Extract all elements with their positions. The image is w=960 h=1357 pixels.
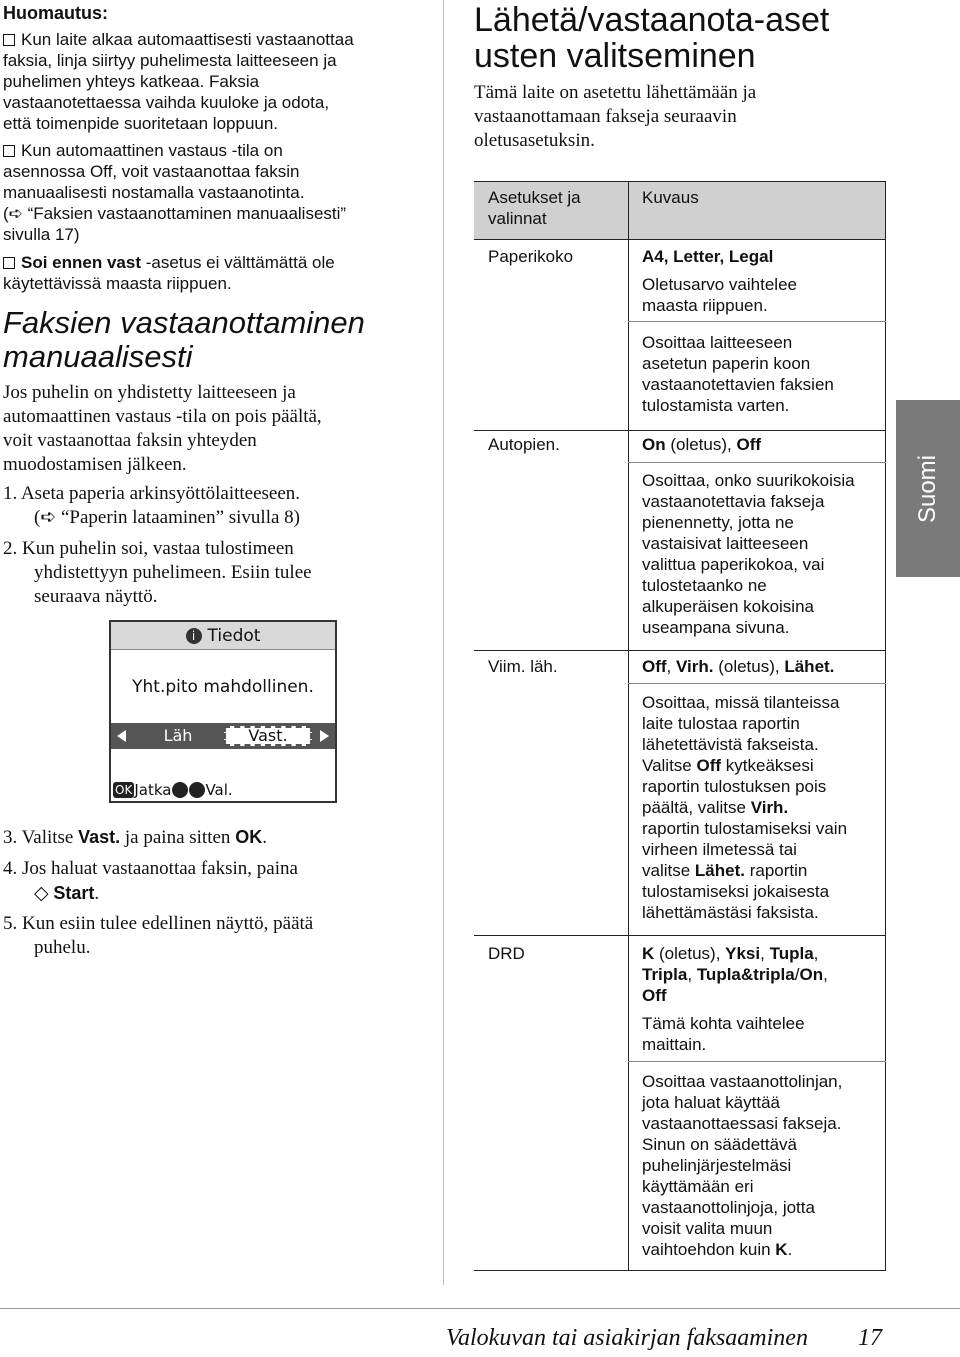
table-row-label-last-send: Viim. läh. [488,657,558,676]
cross-reference-link[interactable]: (➪ “Faksien vastaanottaminen manuaalisesti” [3,204,347,223]
table-row-note: Tämä kohta vaihtelee maittain. [642,1014,805,1054]
table-rule-bottom [474,1270,886,1271]
table-rule [474,430,886,431]
table-right-rule [885,181,886,1271]
step-4: 4. Jos haluat vastaanottaa faksin, paina ◇ Start. [3,858,298,904]
right-section-heading: Lähetä/vastaanota-aset usten valitseminen [474,1,830,75]
info-icon: i [186,628,202,644]
table-row-label-paper-size: Paperikoko [488,247,574,266]
table-row-values: On (oletus), Off [642,435,762,454]
table-row-values: A4, Letter, Legal [642,247,774,266]
table-subrule [628,462,886,463]
footer-title: Valokuvan tai asiakirjan faksaaminen [446,1325,808,1351]
checkbox-bullet-icon [3,145,15,157]
table-row-description: Osoittaa, onko suurikokoisia vastaanotettavia fakseja pienennetty, jotta ne vastaisivat laitteeseen valittua paperikokoa, vai tulostetaanko ne alkuperäisen kokoisina useampana sivuna. [642,471,855,637]
step-5: 5. Kun esiin tulee edellinen näyttö, päätä puhelu. [3,913,314,958]
table-row-values: K (oletus), Yksi, Tupla, Tripla, Tupla&tripla/On, Off [642,944,828,1005]
table-rule-top [474,181,886,182]
table-rule-header [474,239,886,240]
note-bullet-2: Kun automaattinen vastaus -tila on asennossa Off, voit vastaanottaa faksin manuaalisesti nostamalla vastaanotinta. (➪ “Faksien vastaanottaminen manuaalisesti” sivulla 17) [3,140,423,245]
checkbox-bullet-icon [3,34,15,46]
table-row-label-drd: DRD [488,944,525,963]
lcd-message: Yht.pito mahdollinen. [132,677,314,697]
lcd-receive-button[interactable]: Vast. [224,726,312,746]
column-divider [443,0,444,1285]
step-2: 2. Kun puhelin soi, vastaa tulostimeen yhdistettyyn puhelimeen. Esiin tulee seuraava näyttö. [3,538,312,607]
cross-reference-link[interactable]: (➪ “Paperin lataaminen” sivulla 8) [34,507,300,528]
table-subrule [628,683,886,684]
lcd-send-button[interactable]: Läh [163,726,193,745]
lcd-screen [109,620,337,803]
note-bullet-3: Soi ennen vast -asetus ei välttämättä ole käytettävissä maasta riippuen. [3,253,335,293]
table-row-label-auto-reduce: Autopien. [488,435,560,454]
table-column-rule [628,181,629,1271]
table-rule [474,650,886,651]
table-row-note: Oletusarvo vaihtelee maasta riippuen. [642,275,797,315]
lcd-footer: OK Jatka Val. [115,781,233,799]
table-row-values: Off, Virh. (oletus), Lähet. [642,657,835,676]
table-subrule [628,1061,886,1062]
right-intro: Tämä laite on asetettu lähettämään ja vastaanottamaan fakseja seuraavin oletusasetuksin. [474,82,757,151]
note-title: Huomautus: [3,3,108,23]
ok-key-icon: OK [115,783,133,797]
footer-rule [0,1308,960,1309]
step-1: 1. Aseta paperia arkinsyöttölaitteeseen. (➪ “Paperin lataaminen” sivulla 8) [3,482,423,530]
checkbox-bullet-icon [3,257,15,269]
arrow-left-icon [117,730,126,742]
nav-left-key-icon [172,782,188,798]
page-number: 17 [858,1325,882,1351]
table-row-description: Osoittaa laitteeseen asetetun paperin koon vastaanotettavien faksien tulostamista varten. [642,333,834,415]
table-row-description: Osoittaa vastaanottolinjan, jota haluat käyttää vastaanottaessasi fakseja. Sinun on säädettävä puhelinjärjestelmäsi käyttämään eri vastaanottolinjoja, jotta voisit valita muun vaihtoehdon kuin K. [642,1072,843,1259]
section-heading: Faksien vastaanottaminen manuaalisesti [3,305,365,374]
lcd-header: i Tiedot [111,622,335,650]
table-subrule [628,321,886,322]
table-header-settings: Asetukset ja valinnat [488,188,581,228]
table-rule [474,935,886,936]
start-button-icon: ◇ [34,883,49,904]
note-bullet-1: Kun laite alkaa automaattisesti vastaanottaa faksia, linja siirtyy puhelimesta laitteeseen ja puhelimen yhteys katkeaa. Faksia vastaanotettaessa vaihda kuuloke ja odota, että toimenpide suoritetaan loppuun. [3,30,354,133]
language-tab[interactable]: Suomi [896,400,960,577]
lcd-button-row [111,723,335,749]
arrow-right-icon [320,730,329,742]
section-intro: Jos puhelin on yhdistetty laitteeseen ja automaattinen vastaus -tila on pois päältä, voit vastaanottaa faksin yhteyden muodostamisen jälkeen. [3,382,322,475]
table-header-description: Kuvaus [642,188,699,207]
step-3: 3. Valitse Vast. ja paina sitten OK. [3,827,267,848]
table-row-description: Osoittaa, missä tilanteissa laite tulostaa raportin lähetettävistä fakseista. Valitse Off kytkeäksesi raportin tulostuksen pois päältä, valitse Virh. raportin tulostamiseksi vain virheen ilmetessä tai valitse Lähet. raportin tulostamiseksi jokaisesta lähettämästäsi faksista. [642,693,848,922]
nav-right-key-icon [189,782,205,798]
